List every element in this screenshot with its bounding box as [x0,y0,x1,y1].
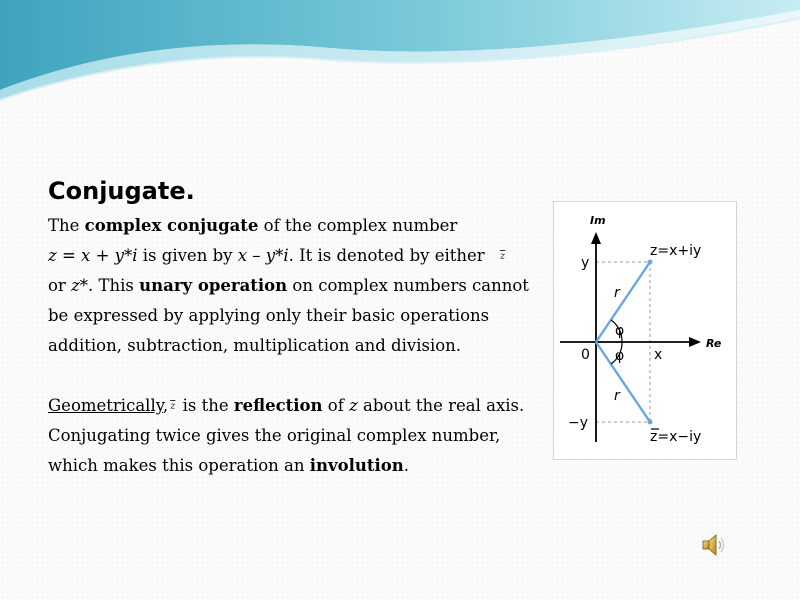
r-lower-label: r [614,388,620,404]
imaginary-axis-arrow [591,232,601,244]
paragraph-spacer [48,361,548,391]
term-reflection: reflection [233,396,323,415]
paragraph-1-line-4: be expressed by applying only their basic operations [48,306,490,325]
math-var: y*i [114,246,138,265]
text-run: , [162,396,169,415]
math-var: z* [71,276,89,295]
term-complex-conjugate: complex conjugate [84,216,259,235]
point-z [648,260,653,265]
z-bar-symbol: $\overline{z}$ [170,400,176,412]
term-unary-operation: unary operation [139,276,288,295]
im-axis-label: Im [590,214,606,227]
phi-upper-label: φ [615,323,625,339]
speaker-icon[interactable] [700,531,728,559]
text-run: The [48,216,85,235]
z-bar-symbol: $\overline{z}$ [499,250,506,262]
x-tick-label: x [654,347,663,363]
header-wave-decoration [0,0,800,110]
conjugate-diagram-svg [554,202,736,459]
z-label: z=x+iy [650,243,702,259]
paragraph-1-line-2 [48,241,548,271]
text-run: on complex numbers cannot [287,276,529,295]
text-run: . [403,456,410,475]
re-axis-label: Re [706,337,722,350]
origin-label: 0 [581,347,590,363]
text-run: or [48,276,72,295]
math-var: y*i [265,246,289,265]
y-tick-label: y [581,255,590,271]
paragraph-2-line-3 [48,451,548,481]
text-run: + [90,246,115,265]
text-run: is given by [137,246,238,265]
term-involution: involution [309,456,404,475]
real-axis-arrow [689,337,701,347]
slide-title: Conjugate. [48,177,195,205]
text-run: which makes this operation an [48,456,310,475]
phi-lower-label: φ [615,348,625,364]
text-run: about the real axis. [357,396,525,415]
math-var: z [349,396,358,415]
math-var: x [237,246,248,265]
math-var: z [48,246,57,265]
paragraph-1-line-3 [48,271,548,301]
paragraph-2-line-1 [48,391,548,421]
text-run: of [322,396,350,415]
text-run: . It is denoted by either [288,246,485,265]
paragraph-1-line-1 [48,211,548,241]
math-var: x [81,246,91,265]
text-run: of the complex number [258,216,458,235]
slide-body [48,211,548,481]
geometrically-link[interactable]: Geometrically [48,396,163,415]
text-run: . This [88,276,140,295]
conjugate-diagram [553,201,737,460]
text-run: – [247,246,266,265]
paragraph-2-line-2: Conjugating twice gives the original complex number, [48,426,501,445]
point-z-bar [648,420,653,425]
text-run: is the [177,396,234,415]
neg-y-tick-label: −y [568,415,589,431]
z-bar-label: z=x−iy [650,429,702,445]
r-upper-label: r [614,285,620,301]
text-run: = [56,246,82,265]
paragraph-1-line-5: addition, subtraction, multiplication and division. [48,336,462,355]
